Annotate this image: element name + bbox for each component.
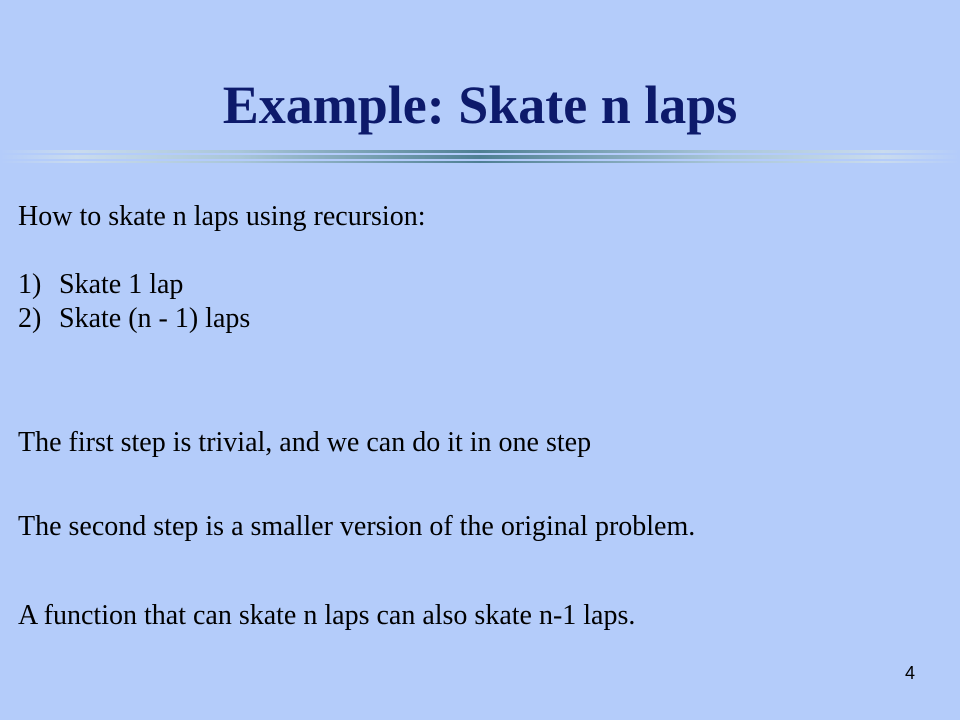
slide-title: Example: Skate n laps (222, 75, 738, 135)
paragraph-function: A function that can skate n laps can also skate n-1 laps. (18, 600, 636, 631)
step-number: 1) (18, 269, 42, 300)
title-divider (0, 150, 960, 164)
step-text: Skate 1 lap (59, 269, 184, 300)
page-number: 4 (904, 663, 915, 683)
divider-line (0, 161, 960, 163)
step-text: Skate (n - 1) laps (59, 303, 251, 334)
paragraph-first-step: The first step is trivial, and we can do it in one step (18, 427, 592, 458)
list-item (18, 302, 250, 336)
paragraph-second-step: The second step is a smaller version of the original problem. (18, 511, 696, 542)
divider-line (0, 155, 960, 159)
list-item (18, 268, 183, 302)
intro-text: How to skate n laps using recursion: (18, 201, 426, 232)
step-number: 2) (18, 303, 42, 334)
divider-line (0, 150, 960, 153)
